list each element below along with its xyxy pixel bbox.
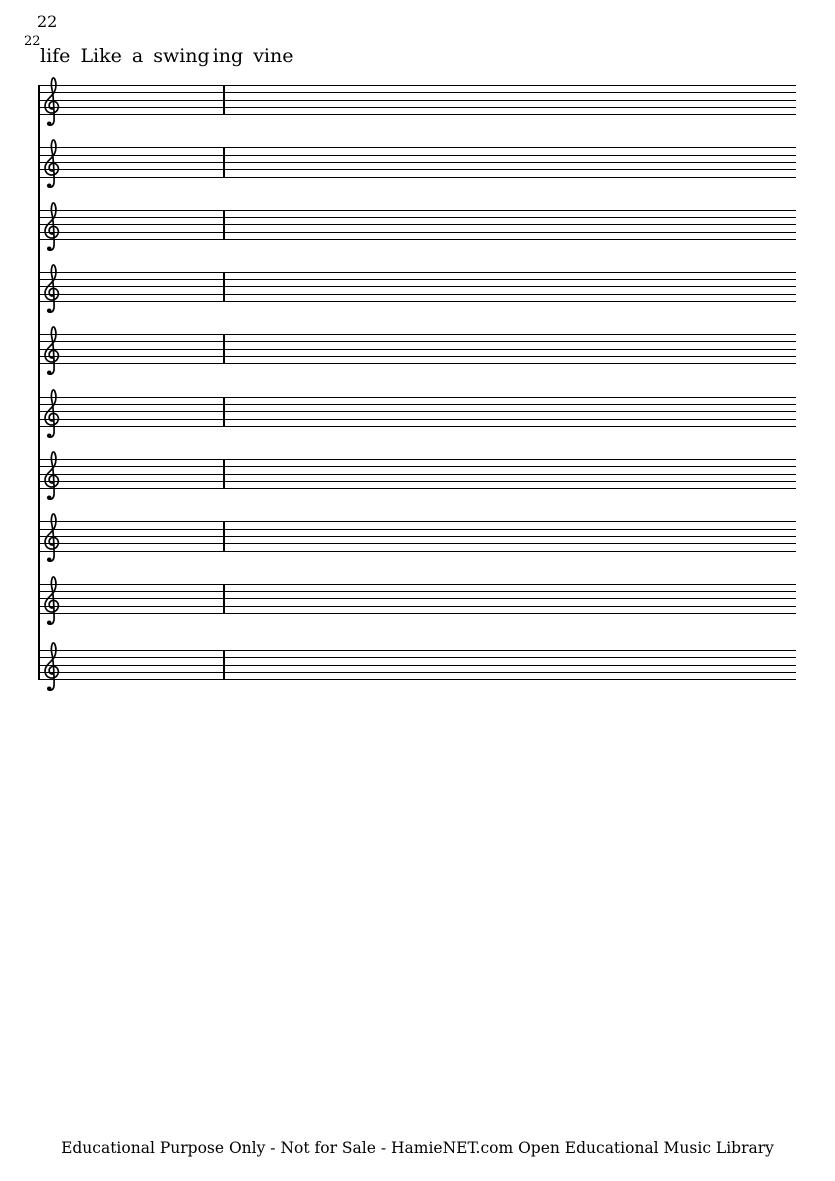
footer-text: Educational Purpose Only - Not for Sale - HamieNET.com Open Educational Music Library	[61, 1139, 774, 1157]
staff-line	[38, 92, 796, 93]
staff-line	[38, 100, 796, 101]
staff-line	[38, 543, 796, 544]
staff-line	[38, 657, 796, 658]
staff-line	[38, 650, 796, 651]
staff-line	[38, 272, 796, 273]
staff-line	[38, 521, 796, 522]
lyric-syllable: vine	[253, 45, 294, 67]
lyric-syllable: a	[131, 45, 144, 67]
staff-line	[38, 672, 796, 673]
staff	[38, 334, 796, 365]
staff-line	[38, 606, 796, 607]
barline	[223, 334, 225, 364]
staff-line	[38, 536, 796, 537]
staff-line	[38, 349, 796, 350]
treble-clef-icon	[42, 324, 62, 380]
staff-line	[38, 474, 796, 475]
staff	[38, 459, 796, 490]
staff-line	[38, 397, 796, 398]
measure-number-small: 22	[24, 34, 41, 49]
staff-line	[38, 411, 796, 412]
lyric-syllable: swing	[153, 45, 210, 67]
staff-line	[38, 466, 796, 467]
barline	[223, 147, 225, 177]
lyric-syllable: Like	[80, 45, 122, 67]
staff-line	[38, 286, 796, 287]
staff-line	[38, 529, 796, 530]
staff-line	[38, 488, 796, 489]
staff-line	[38, 224, 796, 225]
staff	[38, 650, 796, 681]
staff-line	[38, 294, 796, 295]
staff-line	[38, 598, 796, 599]
staff-line	[38, 481, 796, 482]
lyric-syllable: ing	[212, 45, 244, 67]
staff-line	[38, 363, 796, 364]
staff-line	[38, 85, 796, 86]
staff	[38, 85, 796, 116]
staff-line	[38, 114, 796, 115]
staff	[38, 397, 796, 428]
staff-line	[38, 162, 796, 163]
treble-clef-icon	[42, 75, 62, 131]
staff-line	[38, 584, 796, 585]
treble-clef-icon	[42, 449, 62, 505]
staff-line	[38, 459, 796, 460]
treble-clef-icon	[42, 640, 62, 696]
staff-line	[38, 107, 796, 108]
staff	[38, 210, 796, 241]
staff-line	[38, 155, 796, 156]
staff-line	[38, 239, 796, 240]
staff-line	[38, 279, 796, 280]
staff-line	[38, 210, 796, 211]
lyrics-line	[40, 46, 294, 68]
staff-line	[38, 341, 796, 342]
staff-line	[38, 665, 796, 666]
staff-line	[38, 551, 796, 552]
staff-line	[38, 591, 796, 592]
staff	[38, 147, 796, 178]
staff	[38, 272, 796, 303]
barline	[223, 210, 225, 240]
staff-line	[38, 334, 796, 335]
treble-clef-icon	[42, 262, 62, 318]
staff-line	[38, 217, 796, 218]
treble-clef-icon	[42, 387, 62, 443]
staff-line	[38, 147, 796, 148]
staff-line	[38, 169, 796, 170]
barline	[223, 397, 225, 427]
treble-clef-icon	[42, 200, 62, 256]
staff-line	[38, 404, 796, 405]
staff-line	[38, 426, 796, 427]
barline	[223, 272, 225, 302]
staff-line	[38, 613, 796, 614]
treble-clef-icon	[42, 574, 62, 630]
staff	[38, 521, 796, 552]
staff-line	[38, 679, 796, 680]
barline	[223, 85, 225, 115]
staff-line	[38, 232, 796, 233]
treble-clef-icon	[42, 511, 62, 567]
measure-number-large: 22	[37, 12, 58, 31]
lyric-syllable: life	[40, 45, 71, 67]
staff	[38, 584, 796, 615]
barline	[223, 584, 225, 614]
treble-clef-icon	[42, 137, 62, 193]
staff-line	[38, 177, 796, 178]
staff-line	[38, 356, 796, 357]
barline	[223, 650, 225, 680]
barline	[223, 521, 225, 551]
staff-line	[38, 301, 796, 302]
staff-line	[38, 419, 796, 420]
barline	[223, 459, 225, 489]
